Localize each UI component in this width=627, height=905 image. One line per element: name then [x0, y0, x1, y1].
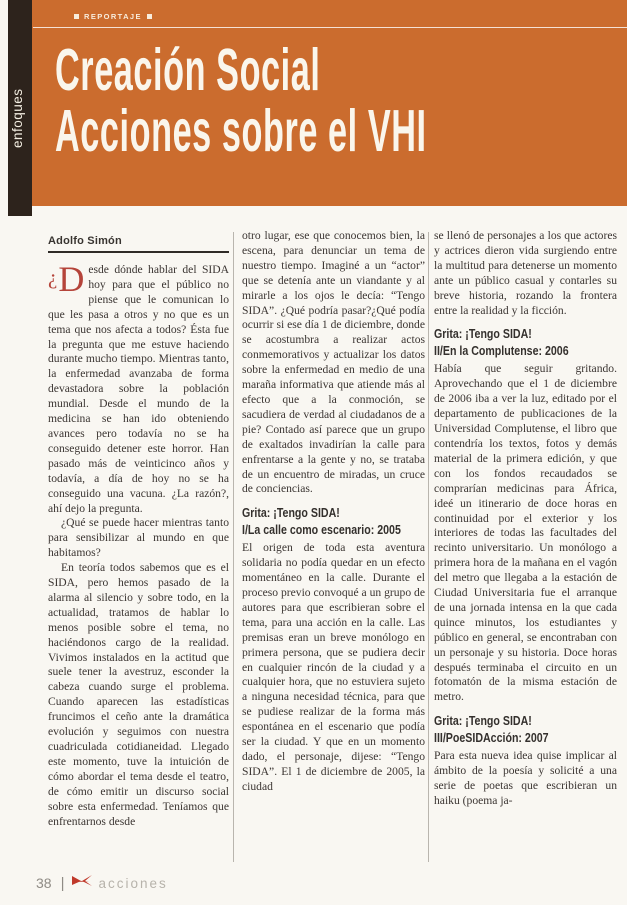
- paragraph: ¿Qué se puede hacer mientras tanto para sensibilizar al mundo en que habitamos?: [48, 516, 229, 560]
- article-column-3: [434, 229, 617, 809]
- page-title-line1: Creación Social: [55, 37, 321, 103]
- page-number: 38: [36, 875, 52, 891]
- section-heading-line2: III/PoeSIDAcción: 2007: [434, 730, 549, 745]
- section-heading: [434, 713, 590, 746]
- kicker-square-icon: [74, 14, 79, 19]
- paragraph: Había que seguir gritando. Aprovechando que el 1 de diciembre de 2006 iba a ver la luz, editado por el departamento de publicaciones de la Universidad Complutense, el libro que contendría los textos, fotos y demás material de la primera edición, y que con los fondos recaudados se comprarían medicinas para África, ideé un itinerario de doce horas en continuidad por el exterior y los interiores de todas las facultades del recinto universitario. Un monólogo a primera hora de la mañana en el vagón del metro que llegaba a la estación de Ciudad Universitaria fue el arranque de una jornada intensa en la que cada quince minutos, los estudiantes y público en general, se encontraban con un personaje y su historia. Doce horas después terminaba el circuito en un fotomatón de la misma estación de metro.: [434, 362, 617, 704]
- section-heading-line1: Grita: ¡Tengo SIDA!: [242, 506, 340, 521]
- article-column-1: [48, 259, 229, 829]
- section-heading: [242, 505, 401, 538]
- section-heading-line1: Grita: ¡Tengo SIDA!: [434, 327, 532, 342]
- kicker-square-icon: [147, 14, 152, 19]
- footer-divider: |: [60, 874, 65, 892]
- page-title-line2: Acciones sobre el VHI: [55, 98, 427, 164]
- page-footer: [36, 874, 168, 892]
- column-divider: [233, 232, 234, 862]
- section-tab: [8, 0, 32, 216]
- author-byline: Adolfo Simón: [48, 235, 122, 247]
- section-label: enfoques: [10, 88, 25, 148]
- kicker: [74, 12, 152, 21]
- magazine-brand-name: acciones: [98, 875, 168, 891]
- paragraph: [48, 259, 229, 516]
- dropcap-letter: D: [58, 259, 85, 299]
- paragraph: El origen de toda esta aventura solidaria no podía quedar en un efecto momentáneo en la calle. Durante el proceso previo convoqué a un grupo de autores para que escribieran sobre el tema, para una acción en la calle. Las premisas eran un breve monólogo en primera persona, que se pudiera decir en cualquier rincón de la ciudad y a cualquier hora, que no estuviera sujeto a ninguna necesidad técnica, para que se pudiese realizar de la forma más espontánea en el escenario que podía ser la ciudad. Y que en un momento dado, el personaje, dijese: “Tengo SIDA”. El 1 de diciembre de 2005, la ciudad: [242, 541, 425, 793]
- section-heading: [434, 326, 590, 359]
- section-heading-line2: II/En la Complutense: 2006: [434, 343, 569, 358]
- paragraph: Para esta nueva idea quise implicar al ámbito de la poesía y solicité a una serie de poetas que escribieran un haiku (poema ja-: [434, 749, 617, 807]
- byline-rule: [48, 251, 229, 253]
- magazine-logo-icon: [71, 874, 93, 892]
- paragraph: se llenó de personajes a los que actores y actrices dieron vida surgiendo entre la multitud para detenerse un momento ante un público casual y contarles su breve historia, rozando la frontera entre la realidad y la ficción.: [434, 229, 617, 317]
- section-heading-line1: Grita: ¡Tengo SIDA!: [434, 714, 532, 729]
- paragraph-text: esde dónde hablar del SIDA hoy para que el público no piense que le comunican lo que les pasa a otros y no que es un tema que nos afecta a todos? Ésta fue la pregunta que me estuve haciendo durante mucho tiempo. Mientras tanto, la enfermedad avanzaba de forma devastadora sobre la población mundial. Desde el mundo de la medicina se han ido obteniendo avances pero todavía no se ha conseguido detener este horror. Han pasado más de veinticinco años y todavía, a día de hoy no se ha conseguido una vacuna. ¿La razón?, ahí dejo la pregunta.: [48, 263, 229, 515]
- kicker-label: REPORTAJE: [84, 12, 142, 21]
- paragraph: En teoría todos sabemos que es el SIDA, pero hemos pasado de la alarma al silencio y sobre todo, en la actualidad, tratamos de hablar lo menos posible sobre el tema, no haciéndonos cargo de la realidad. Vivimos instalados en la actitud que suele tener la avestruz, esconder la cabeza cuando surge el problema. Cuando aparecen las estadísticas fruncimos el ceño ante la dramática evolución y seguimos con nuestra cuadriculada cotidianeidad. Llegado este momento, tuve la intuición de cómo abordar el tema desde el teatro, de cómo emitir un discurso social sobre esta enfermedad. Teníamos que enfrentarnos desde: [48, 561, 229, 828]
- page-title: [55, 37, 427, 164]
- column-divider: [428, 232, 429, 862]
- dropcap: [48, 259, 85, 299]
- paragraph: otro lugar, ese que conocemos bien, la escena, para denunciar un tema de nuestro tiempo. Imaginé a un “actor” que se detenía ante un viandante y al mirarle a los ojos le decía: “Tengo SIDA”. ¿Qué podría pasar?¿Qué podía ocurrir si ese día 1 de diciembre, donde se acostumbra a realizar actos conmemorativos y actualizar los datos sobre la enfermedad en medio de una maraña informativa que atiende más al efecto que a la conmoción, se sacudiera de verdad al ciudadanos de a pie? Contado así parece que un grupo de exaltados invadirían la calle para enfrentarse a la gente y no, se trataba de un encuentro de miradas, un cruce de conciencias.: [242, 229, 425, 496]
- header-rule: [33, 27, 627, 28]
- article-column-2: [242, 229, 425, 795]
- dropcap-open-mark: ¿: [48, 265, 58, 289]
- section-heading-line2: I/La calle como escenario: 2005: [242, 522, 401, 537]
